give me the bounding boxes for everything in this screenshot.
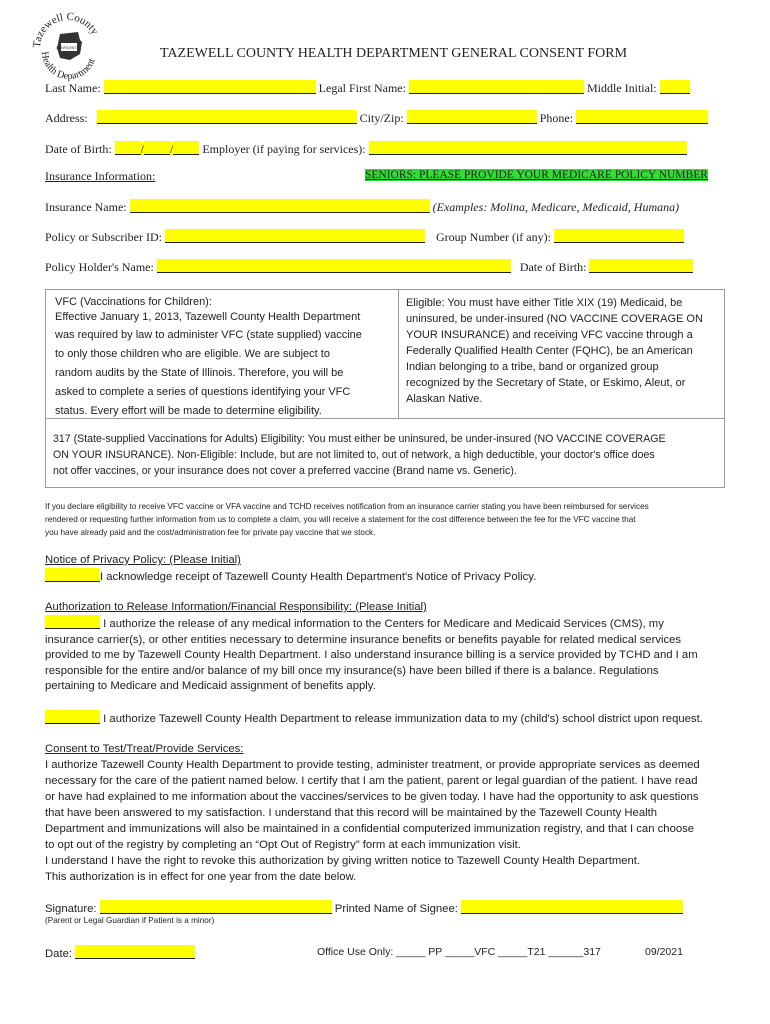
- authorization-text: I authorize the release of any medical information to the Centers for Medicare and Medicaid Services (CMS), my: [103, 618, 664, 630]
- immunization-release-text: I authorize Tazewell County Health Department to release immunization data to my (child's) school district upon request.: [103, 713, 703, 725]
- insurance-name-label: Insurance Name:: [45, 200, 127, 214]
- city-zip-label: City/Zip:: [359, 111, 404, 125]
- signature-label: Signature:: [45, 903, 97, 915]
- immunization-initial-field[interactable]: [45, 710, 100, 724]
- vfc-box: [45, 289, 399, 419]
- consent-text: necessary for the care of the patient named below. I certify that I am the patient, parent or legal guardian of the patient. I have read: [45, 775, 698, 787]
- consent-text: Department and immunizations will also be maintained in a confidential computerized immunization registry, and that I can choose: [45, 823, 695, 835]
- policy-holder-field[interactable]: [157, 259, 511, 273]
- authorization-text: provided to me by Tazewell County Health Department. I also understand insurance billing is a service provided by TCHD and I am: [45, 649, 698, 662]
- eligible-text: uninsured, be under-insured (NO VACCINE COVERAGE ON: [406, 313, 703, 325]
- consent-paragraph: [45, 757, 700, 885]
- phone-field[interactable]: [576, 110, 708, 124]
- insurance-examples: (Examples: Molina, Medicare, Medicaid, Humana): [432, 200, 680, 214]
- holder-dob-label: Date of Birth:: [519, 260, 587, 274]
- authorization-initial-field[interactable]: [45, 615, 100, 629]
- vfc-text: asked to complete a series of questions identifying your VFC: [55, 386, 351, 398]
- date-field[interactable]: [75, 945, 195, 959]
- last-name-label: Last Name:: [45, 81, 101, 95]
- vfc-text: status. Every effort will be made to determine eligibility.: [55, 405, 322, 417]
- consent-heading: Consent to Test/Treat/Provide Services:: [45, 743, 244, 755]
- employer-field[interactable]: [369, 141, 687, 155]
- last-name-field[interactable]: [104, 80, 316, 94]
- adult-317-box: [45, 418, 725, 488]
- logo: [30, 8, 106, 84]
- eligible-text: Federally Qualified Health Center (FQHC), be an American: [406, 345, 693, 357]
- dob-label: Date of Birth:: [45, 142, 112, 156]
- dob-slash: /: [170, 142, 174, 156]
- vfc-text: to only those children who are eligible. We are subject to: [55, 348, 330, 360]
- adult-317-text: 317 (State-supplied Vaccinations for Adults) Eligibility: You must either be uninsured, be under-insured (NO VACCINE COVERAGE: [53, 433, 666, 445]
- signature-field[interactable]: [100, 900, 332, 914]
- policy-id-field[interactable]: [165, 229, 425, 243]
- seniors-notice: SENIORS: PLEASE PROVIDE YOUR MEDICARE POLICY NUMBER: [365, 169, 708, 181]
- eligible-text: Alaskan Native.: [406, 393, 483, 405]
- address-label: Address:: [45, 111, 88, 125]
- authorization-paragraph: [45, 615, 698, 695]
- phone-label: Phone:: [539, 111, 574, 125]
- policy-holder-label: Policy Holder's Name:: [45, 260, 154, 274]
- policy-id-label: Policy or Subscriber ID:: [45, 230, 162, 244]
- consent-text: This authorization is in effect for one year from the date below.: [45, 871, 357, 883]
- eligible-box: [398, 289, 725, 419]
- authorization-text: responsible for the entire and/or balance of my bill once my insurance(s) have been billed if there is a balance. Regulations: [45, 664, 659, 677]
- dob-day-field[interactable]: [144, 141, 170, 155]
- date-label: Date:: [45, 948, 73, 960]
- vfc-text: VFC (Vaccinations for Children):: [55, 296, 212, 308]
- first-name-label: Legal First Name:: [318, 81, 406, 95]
- consent-text: or have had explained to me information about the vaccines/services to be given today. I have had the opportunity to ask questions: [45, 791, 699, 803]
- printed-name-field[interactable]: [461, 900, 683, 914]
- logo-inner-text: CONFIDENTIAL: [56, 46, 82, 50]
- eligible-text: YOUR INSURANCE) and receiving VFC vaccine through a: [406, 329, 693, 341]
- holder-dob-field[interactable]: [589, 259, 693, 273]
- address-field[interactable]: [97, 110, 357, 124]
- declaration-text: If you declare eligibility to receive VFC vaccine or VFA vaccine and TCHD receives notification from an insurance carrier stating you have been reimbursed for services: [45, 502, 649, 511]
- authorization-heading: Authorization to Release Information/Financial Responsibility: (Please Initial): [45, 601, 427, 613]
- consent-text: I understand I have the right to revoke this authorization by giving written notice to Tazewell County Health Department.: [45, 855, 641, 867]
- vfc-text: random audits by the State of Illinois. Therefore, you will be: [55, 367, 344, 379]
- employer-label: Employer (if paying for services):: [202, 142, 366, 156]
- privacy-initial-field[interactable]: [45, 568, 100, 582]
- adult-317-text: ON YOUR INSURANCE). Non-Eligible: Include, but are not limited to, out of network, a high deductible, your doctor's office does: [53, 449, 655, 461]
- guardian-note: (Parent or Legal Guardian if Patient is a minor): [45, 916, 215, 925]
- middle-initial-field[interactable]: [660, 80, 690, 94]
- eligible-text: Eligible: You must have either Title XIX (19) Medicaid, be: [406, 297, 683, 309]
- consent-text: I authorize Tazewell County Health Department to provide testing, administer treatment, or provide appropriate services as deemed: [45, 759, 700, 771]
- dob-month-field[interactable]: [115, 141, 141, 155]
- logo-text-bottom: Health Department: [38, 50, 98, 83]
- eligible-text: Indian belonging to a tribe, band or organized group: [406, 361, 659, 373]
- office-use-only: Office Use Only: _____ PP _____VFC _____T21 ______317: [317, 946, 601, 958]
- dob-year-field[interactable]: [173, 141, 199, 155]
- declaration-text: rendered or requesting further information from us to complete a claim, you will receive a statement for the cost difference between the fee for the VFC vaccine that: [45, 515, 636, 524]
- privacy-heading: Notice of Privacy Policy: (Please Initial): [45, 554, 241, 566]
- authorization-text: insurance carrier(s), or other entities necessary to determine insurance benefits or benefits payable for related medical services: [45, 633, 682, 646]
- declaration-text: you have already paid and the cost/administration fee for private pay vaccine that we stock.: [45, 528, 376, 537]
- logo-text-top: Tazewell County: [30, 10, 101, 49]
- consent-text: that have been answered to my satisfaction. I understand that this record will be maintained by the Tazewell County Health: [45, 807, 658, 819]
- city-zip-field[interactable]: [407, 110, 537, 124]
- group-number-field[interactable]: [554, 229, 684, 243]
- eligible-text: recognized by the Secretary of State, or Eskimo, Aleut, or: [406, 377, 686, 389]
- first-name-field[interactable]: [409, 80, 584, 94]
- form-version: 09/2021: [645, 946, 683, 958]
- printed-name-label: Printed Name of Signee:: [334, 903, 458, 915]
- middle-initial-label: Middle Initial:: [586, 81, 657, 95]
- eligibility-declaration: [45, 500, 735, 539]
- privacy-text: I acknowledge receipt of Tazewell County Health Department's Notice of Privacy Policy.: [100, 571, 537, 583]
- vfc-text: was required by law to administer VFC (state supplied) vaccine: [55, 329, 362, 341]
- insurance-name-field[interactable]: [130, 199, 430, 213]
- adult-317-text: not offer vaccines, or your insurance does not cover a preferred vaccine (Brand name vs. Generic).: [53, 465, 517, 477]
- consent-text: to opt out of the registry by completing an “Opt Out of Registry” form at each immunization visit.: [45, 839, 521, 851]
- authorization-text: pertaining to Medicare and Medicaid assignment of benefits apply.: [45, 680, 376, 693]
- group-number-label: Group Number (if any):: [435, 230, 551, 244]
- page-title: TAZEWELL COUNTY HEALTH DEPARTMENT GENERAL CONSENT FORM: [160, 46, 628, 61]
- vfc-text: Effective January 1, 2013, Tazewell County Health Department: [55, 311, 361, 323]
- dob-slash: /: [140, 142, 144, 156]
- insurance-heading: Insurance Information:: [45, 169, 156, 183]
